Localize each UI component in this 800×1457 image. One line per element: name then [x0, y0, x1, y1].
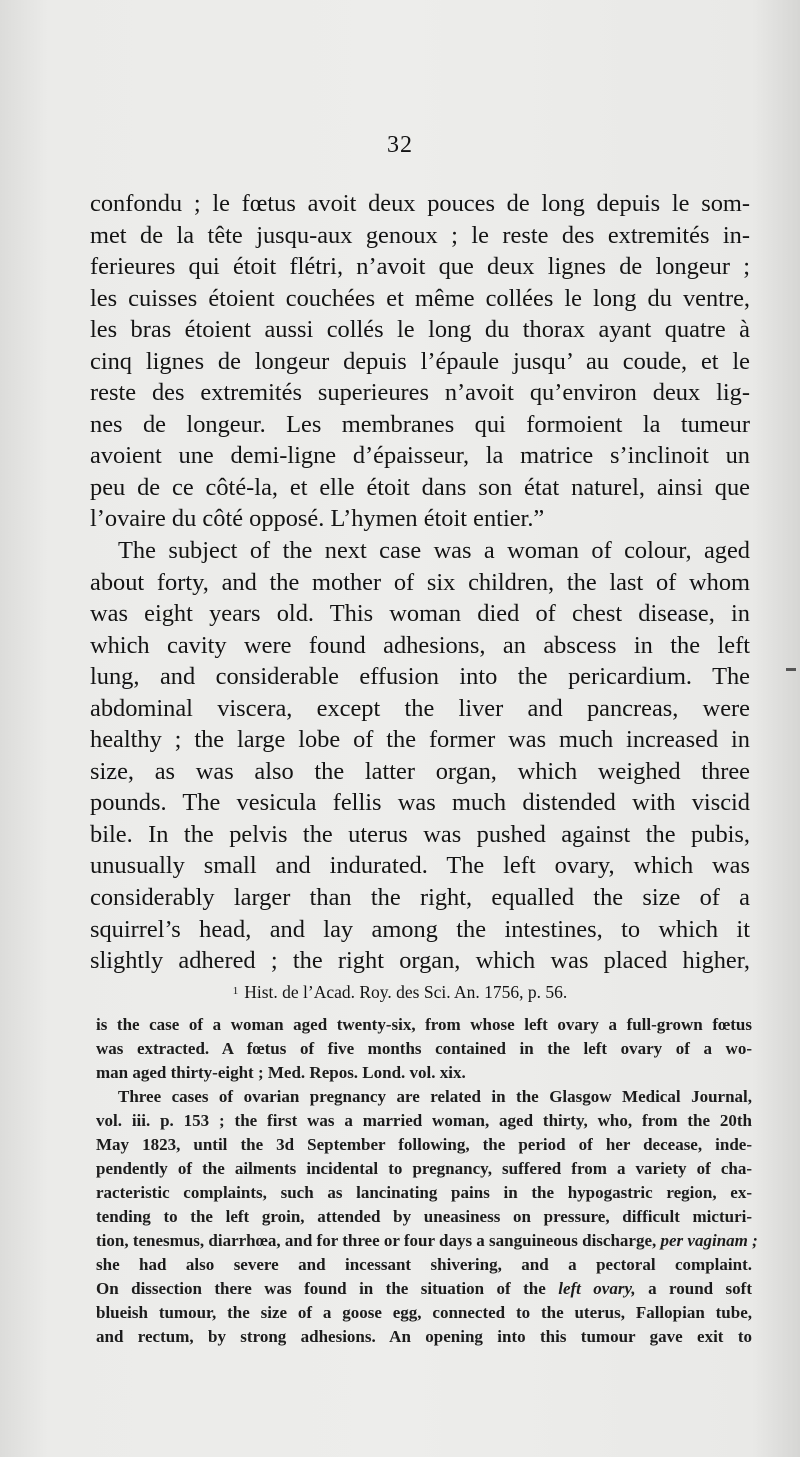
margin-mark: [786, 668, 796, 671]
footnote-line: she had also severe and incessant shivering, and a pectoral complaint.: [96, 1255, 752, 1274]
text-line: considerably larger than the right, equalled the size of a: [90, 884, 750, 912]
text-line: met de la tête jusqu-aux genoux ; le reste des extremités in-: [90, 221, 750, 249]
text-line: bile. In the pelvis the uterus was pushed against the pubis,: [90, 820, 750, 848]
footnote-line: May 1823, until the 3d September following, the period of her decease, inde-: [96, 1135, 752, 1154]
text-line: l’ovaire du côté opposé. L’hymen étoit entier.”: [90, 505, 545, 533]
text-line: healthy ; the large lobe of the former was much increased in: [90, 726, 750, 754]
footnote-line: racteristic complaints, such as lancinating pains in the hypogastric region, ex-: [96, 1183, 752, 1202]
footnote-segment: a round soft: [648, 1279, 752, 1298]
text-line: which cavity were found adhesions, an abscess in the left: [90, 631, 750, 659]
text-line: pounds. The vesicula fellis was much distended with viscid: [90, 789, 750, 817]
footnote-line: man aged thirty-eight ; Med. Repos. Lond. vol. xix.: [96, 1063, 466, 1082]
text-line: lung, and considerable effusion into the pericardium. The: [90, 663, 750, 691]
footnote-line: blueish tumour, the size of a goose egg, connected to the uterus, Fallopian tube,: [96, 1303, 752, 1322]
footnote-marker: 1: [232, 985, 239, 997]
text-line: nes de longeur. Les membranes qui formoient la tumeur: [90, 410, 750, 438]
footnote-segment: tion, tenesmus, diarrhœa, and for three or four days a sanguineous discharge,: [96, 1231, 657, 1250]
text-line: avoient une demi-ligne d’épaisseur, la matrice s’inclinoit un: [90, 442, 750, 470]
citation-text: Hist. de l’Acad. Roy. des Sci. An. 1756, p. 56.: [244, 982, 568, 1002]
footnote-line: is the case of a woman aged twenty-six, from whose left ovary a full-grown fœtus: [96, 1015, 752, 1034]
text-line: les bras étoient aussi collés le long du thorax ayant quatre à: [90, 316, 750, 344]
footnote-italic: left ovary,: [558, 1279, 636, 1298]
footnote-line: Three cases of ovarian pregnancy are related in the Glasgow Medical Journal,: [118, 1087, 752, 1106]
main-text: [90, 188, 750, 977]
text-line: about forty, and the mother of six children, the last of whom: [90, 568, 750, 596]
footnote-segment: On dissection there was found in the situation of the: [96, 1279, 546, 1298]
text-line: The subject of the next case was a woman of colour, aged: [118, 537, 750, 565]
footnote-line: [96, 1277, 752, 1301]
text-line: was eight years old. This woman died of chest disease, in: [90, 600, 750, 628]
text-line: reste des extremités superieures n’avoit qu’environ deux lig-: [90, 379, 750, 407]
footnote-line: [96, 1229, 758, 1253]
text-line: ferieures qui étoit flétri, n’avoit que deux lignes de longeur ;: [90, 253, 750, 281]
text-line: peu de ce côté-la, et elle étoit dans son état naturel, ainsi que: [90, 473, 750, 501]
text-line: unusually small and indurated. The left ovary, which was: [90, 852, 750, 880]
footnote-text: [96, 1013, 758, 1349]
text-line: confondu ; le fœtus avoit deux pouces de long depuis le som-: [90, 190, 750, 217]
footnote-line: vol. iii. p. 153 ; the first was a married woman, aged thirty, who, from the 20th: [96, 1111, 752, 1130]
text-line: les cuisses étoient couchées et même collées le long du ventre,: [90, 284, 750, 312]
footnote-line: was extracted. A fœtus of five months contained in the left ovary of a wo-: [96, 1039, 752, 1058]
footnote-italic: per vaginam ;: [660, 1231, 758, 1250]
footnote-line: tending to the left groin, attended by uneasiness on pressure, difficult micturi-: [96, 1207, 752, 1226]
text-line: size, as was also the latter organ, which weighed three: [90, 757, 750, 785]
footnote-citation: [0, 982, 800, 1003]
footnote-line: and rectum, by strong adhesions. An opening into this tumour gave exit to: [96, 1327, 752, 1346]
text-line: slightly adhered ; the right organ, which was placed higher,: [90, 947, 750, 975]
text-line: cinq lignes de longeur depuis l’épaule jusqu’ au coude, et le: [90, 347, 750, 375]
page-number: 32: [387, 132, 413, 158]
footnote-line: pendently of the ailments incidental to pregnancy, suffered from a variety of cha-: [96, 1159, 752, 1178]
text-line: abdominal viscera, except the liver and pancreas, were: [90, 694, 750, 722]
text-line: squirrel’s head, and lay among the intestines, to which it: [90, 915, 750, 943]
